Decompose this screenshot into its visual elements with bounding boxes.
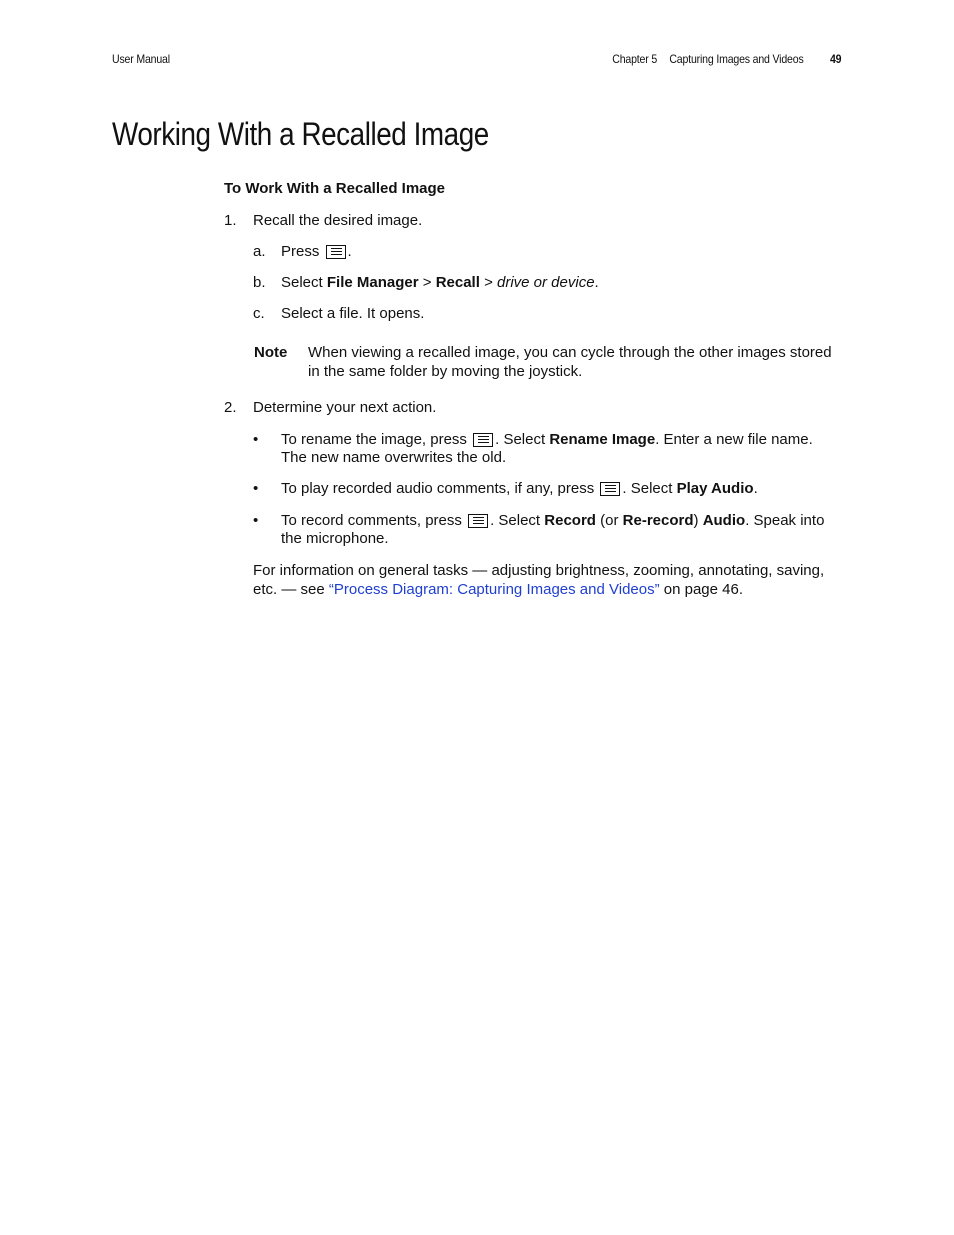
running-header-left: User Manual (112, 52, 170, 66)
note-text: When viewing a recalled image, you can cycle through the other images stored in the same folder by moving the joystick. (308, 344, 832, 380)
menu-button-icon (468, 514, 488, 528)
bullet-text-post: . Enter a new file name. (655, 431, 813, 448)
path-separator: > (422, 274, 432, 291)
bullet-marker: • (253, 431, 259, 448)
re-record-menu-item: Re-record (622, 512, 694, 529)
bullet-text-continued: the microphone. (281, 530, 389, 547)
substep-marker: a. (253, 243, 266, 260)
drive-or-device-text: drive or device (497, 274, 595, 291)
paren-open: (or (600, 512, 619, 529)
paren-close: ) (693, 512, 699, 529)
page-title: Working With a Recalled Image (112, 116, 489, 152)
path-separator: > (484, 274, 493, 291)
bullet-text-pre: To record comments, press (281, 512, 462, 529)
menu-button-icon (600, 482, 620, 496)
rename-image-menu-item: Rename Image (549, 431, 656, 448)
substep-text (281, 274, 599, 292)
file-manager-menu-item: File Manager (326, 274, 419, 291)
substep-text: Select a file. It opens. (281, 305, 425, 322)
bullet-text-mid: . Select (495, 431, 546, 448)
record-menu-item: Record (544, 512, 596, 529)
substep-text-after: . (347, 243, 352, 260)
note-label: Note (254, 344, 288, 361)
running-header-right (612, 52, 841, 66)
select-word: Select (281, 274, 323, 291)
bullet-text (281, 431, 813, 449)
bullet-text-mid: . Select (622, 480, 673, 497)
recall-menu-item: Recall (435, 274, 480, 291)
menu-button-icon (326, 245, 346, 259)
substep-marker: c. (253, 305, 265, 322)
chapter-label: Chapter 5 (611, 52, 657, 66)
info-text-pre: etc. — see (253, 580, 325, 598)
process-diagram-link[interactable]: “Process Diagram: Capturing Images and Videos” (328, 580, 660, 598)
bullet-marker: • (253, 512, 259, 529)
info-paragraph (253, 562, 853, 599)
step-number: 1. (224, 212, 237, 229)
step-number: 2. (224, 399, 237, 416)
substep-marker: b. (253, 274, 266, 291)
substep-text-before: Press (281, 243, 320, 260)
bullet-text-pre: To play recorded audio comments, if any, press (281, 480, 595, 497)
play-audio-menu-item: Play Audio (676, 480, 754, 497)
bullet-text-mid: . Select (490, 512, 541, 529)
substep-text (281, 243, 352, 261)
sentence-end: . (594, 274, 599, 291)
bullet-text (281, 480, 758, 498)
menu-button-icon (473, 433, 493, 447)
bullet-text-post: . (753, 480, 758, 497)
step-text: Determine your next action. (253, 399, 437, 416)
bullet-text-continued: The new name overwrites the old. (281, 449, 507, 466)
bullet-marker: • (253, 480, 259, 497)
bullet-text-post: . Speak into (745, 512, 825, 529)
section-label: Capturing Images and Videos (669, 52, 804, 66)
bullet-text-pre: To rename the image, press (281, 431, 467, 448)
info-line-2 (253, 581, 853, 600)
step-text: Recall the desired image. (253, 212, 423, 229)
procedure-heading: To Work With a Recalled Image (224, 180, 446, 197)
info-text-post: on page 46. (663, 580, 744, 598)
info-line-1: For information on general tasks — adjusting brightness, zooming, annotating, saving, (253, 562, 825, 579)
bullet-text (281, 512, 824, 530)
page-number: 49 (829, 52, 841, 66)
audio-menu-item: Audio (702, 512, 746, 529)
